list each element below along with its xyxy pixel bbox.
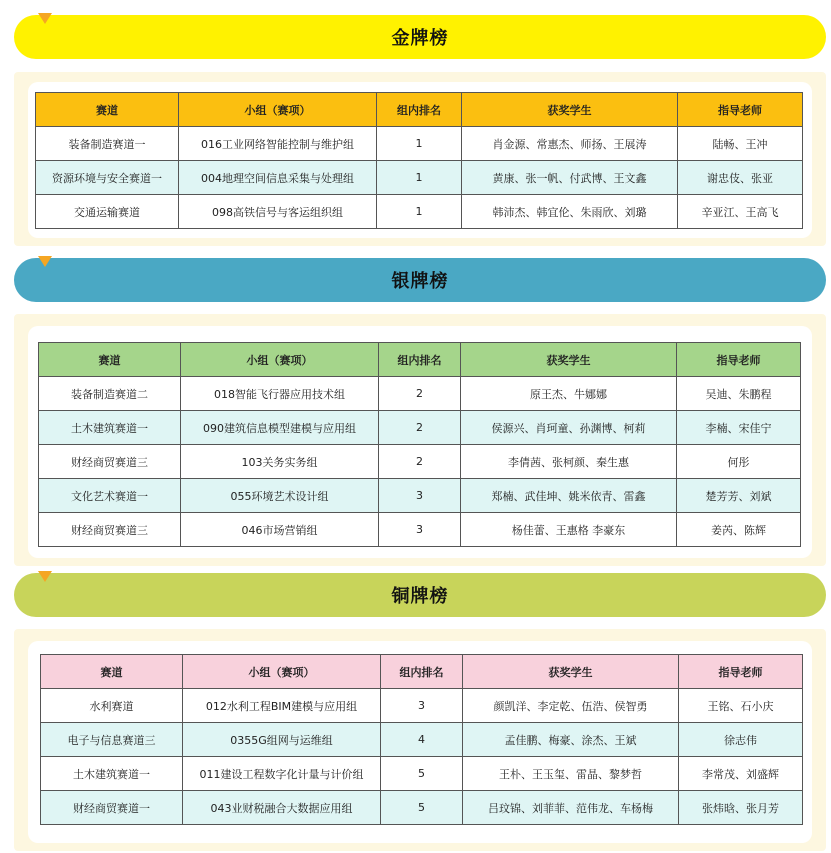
table-row: [39, 513, 801, 547]
students-cell: 李倩茜、张柯颜、秦生惠: [461, 445, 677, 479]
teachers-cell: 李常茂、刘盛辉: [679, 757, 803, 791]
silver-table: [38, 342, 801, 547]
rank-cell: 5: [381, 757, 463, 791]
group-cell: 018智能飞行器应用技术组: [181, 377, 379, 411]
column-header: 赛道: [36, 93, 179, 127]
gold-title: 金牌榜: [391, 28, 449, 49]
students-cell: 孟佳鹏、梅豪、涂杰、王斌: [463, 723, 679, 757]
group-cell: 016工业网络智能控制与维护组: [179, 127, 377, 161]
column-header: 获奖学生: [462, 93, 678, 127]
silver-title: 银牌榜: [391, 271, 449, 292]
track-cell: 文化艺术赛道一: [39, 479, 181, 513]
students-cell: 吕玟锦、刘菲菲、范伟龙、车杨梅: [463, 791, 679, 825]
group-cell: 012水利工程BIM建模与应用组: [183, 689, 381, 723]
teachers-cell: 楚芳芳、刘斌: [677, 479, 801, 513]
students-cell: 侯源兴、肖珂童、孙渊博、柯莉: [461, 411, 677, 445]
bronze-table: [40, 654, 803, 825]
teachers-cell: 李楠、宋佳宁: [677, 411, 801, 445]
table-row: [39, 377, 801, 411]
rank-cell: 1: [377, 161, 462, 195]
silver-banner: [14, 258, 826, 302]
bronze-title: 铜牌榜: [391, 586, 449, 607]
group-cell: 103关务实务组: [181, 445, 379, 479]
students-cell: 王朴、王玉玺、雷晶、黎梦哲: [463, 757, 679, 791]
teachers-cell: 徐志伟: [679, 723, 803, 757]
rank-cell: 2: [379, 445, 461, 479]
track-cell: 财经商贸赛道三: [39, 445, 181, 479]
bronze-section: [0, 570, 831, 853]
track-cell: 装备制造赛道二: [39, 377, 181, 411]
teachers-cell: 王铭、石小庆: [679, 689, 803, 723]
column-header: 组内排名: [377, 93, 462, 127]
teachers-cell: 张炜晗、张月芳: [679, 791, 803, 825]
column-header: 指导老师: [677, 343, 801, 377]
column-header: 指导老师: [678, 93, 803, 127]
group-cell: 011建设工程数字化计量与计价组: [183, 757, 381, 791]
group-cell: 055环境艺术设计组: [181, 479, 379, 513]
column-header: 组内排名: [379, 343, 461, 377]
students-cell: 郑楠、武佳坤、姚米依青、雷鑫: [461, 479, 677, 513]
rank-cell: 2: [379, 411, 461, 445]
table-row: [41, 723, 803, 757]
teachers-cell: 吴迪、朱鹏程: [677, 377, 801, 411]
students-cell: 颜凯洋、李定乾、伍浩、侯智勇: [463, 689, 679, 723]
table-row: [41, 791, 803, 825]
group-cell: 090建筑信息模型建模与应用组: [181, 411, 379, 445]
teachers-cell: 何彤: [677, 445, 801, 479]
track-cell: 财经商贸赛道一: [41, 791, 183, 825]
group-cell: 004地理空间信息采集与处理组: [179, 161, 377, 195]
column-header: 赛道: [41, 655, 183, 689]
gold-section: [0, 0, 831, 248]
rank-cell: 3: [379, 479, 461, 513]
group-cell: 046市场营销组: [181, 513, 379, 547]
rank-cell: 5: [381, 791, 463, 825]
column-header: 小组（赛项）: [179, 93, 377, 127]
students-cell: 韩沛杰、韩宜伦、朱雨欣、刘璐: [462, 195, 678, 229]
track-cell: 资源环境与安全赛道一: [36, 161, 179, 195]
teachers-cell: 辛亚江、王高飞: [678, 195, 803, 229]
table-header-row: [36, 93, 803, 127]
bronze-banner: [14, 573, 826, 617]
students-cell: 原王杰、牛娜娜: [461, 377, 677, 411]
corner-triangle-icon: [38, 571, 52, 582]
track-cell: 电子与信息赛道三: [41, 723, 183, 757]
teachers-cell: 姜芮、陈辉: [677, 513, 801, 547]
rank-cell: 1: [377, 127, 462, 161]
corner-triangle-icon: [38, 13, 52, 24]
rank-cell: 4: [381, 723, 463, 757]
table-row: [36, 195, 803, 229]
track-cell: 土木建筑赛道一: [39, 411, 181, 445]
corner-triangle-icon: [38, 256, 52, 267]
gold-banner: [14, 15, 826, 59]
column-header: 组内排名: [381, 655, 463, 689]
track-cell: 土木建筑赛道一: [41, 757, 183, 791]
track-cell: 水利赛道: [41, 689, 183, 723]
track-cell: 交通运输赛道: [36, 195, 179, 229]
table-row: [39, 479, 801, 513]
column-header: 指导老师: [679, 655, 803, 689]
silver-section: [0, 248, 831, 570]
table-row: [41, 689, 803, 723]
table-row: [36, 161, 803, 195]
table-header-row: [39, 343, 801, 377]
group-cell: 0355G组网与运维组: [183, 723, 381, 757]
students-cell: 黄康、张一帆、付武博、王文鑫: [462, 161, 678, 195]
table-row: [41, 757, 803, 791]
track-cell: 财经商贸赛道三: [39, 513, 181, 547]
teachers-cell: 陆畅、王冲: [678, 127, 803, 161]
column-header: 小组（赛项）: [183, 655, 381, 689]
group-cell: 043业财税融合大数据应用组: [183, 791, 381, 825]
column-header: 小组（赛项）: [181, 343, 379, 377]
column-header: 获奖学生: [461, 343, 677, 377]
teachers-cell: 谢忠伎、张亚: [678, 161, 803, 195]
table-header-row: [41, 655, 803, 689]
table-row: [39, 411, 801, 445]
students-cell: 肖金源、常惠杰、师扬、王展涛: [462, 127, 678, 161]
rank-cell: 3: [381, 689, 463, 723]
students-cell: 杨佳蕾、王惠格 李豪东: [461, 513, 677, 547]
table-row: [39, 445, 801, 479]
table-row: [36, 127, 803, 161]
rank-cell: 2: [379, 377, 461, 411]
column-header: 获奖学生: [463, 655, 679, 689]
rank-cell: 3: [379, 513, 461, 547]
gold-table: [35, 92, 803, 229]
rank-cell: 1: [377, 195, 462, 229]
column-header: 赛道: [39, 343, 181, 377]
group-cell: 098高铁信号与客运组织组: [179, 195, 377, 229]
track-cell: 装备制造赛道一: [36, 127, 179, 161]
